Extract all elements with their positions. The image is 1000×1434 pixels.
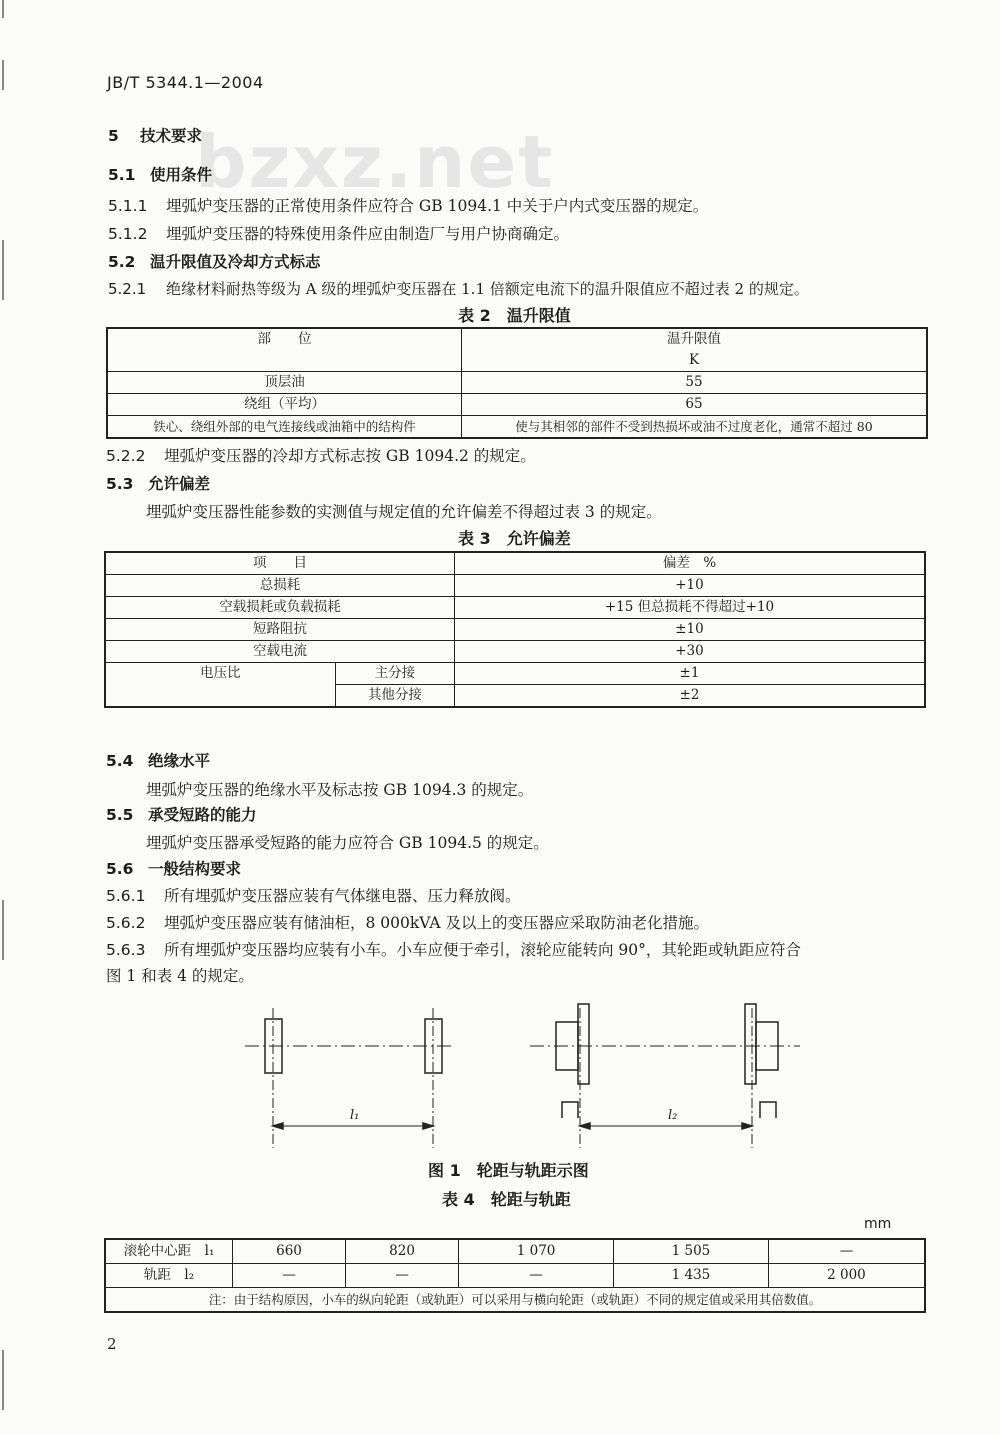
table2-header-limit: 温升限值 K — [462, 328, 928, 372]
table4-cell: — — [233, 1264, 346, 1288]
table4-cell: 2 000 — [768, 1264, 925, 1288]
table4-cell: — — [346, 1264, 459, 1288]
standard-number: JB/T 5344.1—2004 — [107, 73, 264, 92]
table4-cell: 660 — [233, 1239, 346, 1264]
table3-cell-dev: +30 — [455, 641, 926, 663]
section-5-6: 5.6 一般结构要求 — [106, 860, 242, 878]
table3-cell-other-tap: 其他分接 — [335, 685, 454, 708]
section-5-6-3: 5.6.3 所有埋弧炉变压器均应装有小车。小车应便于牵引，滚轮应能转向 90°，其轮距或轨距应符合 — [106, 941, 801, 959]
page-number: 2 — [107, 1335, 117, 1353]
table4-caption: 表 4 轮距与轨距 — [442, 1190, 571, 1209]
section-5-2-2: 5.2.2 埋弧炉变压器的冷却方式标志按 GB 1094.2 的规定。 — [106, 447, 536, 465]
section-5-5-text: 埋弧炉变压器承受短路的能力应符合 GB 1094.5 的规定。 — [146, 834, 549, 852]
table2-caption: 表 2 温升限值 — [458, 306, 571, 325]
table2-header-part: 部 位 — [107, 328, 462, 372]
table2-cell-limit: 65 — [462, 394, 928, 416]
table4-row-label: 滚轮中心距 l₁ — [105, 1239, 233, 1264]
watermark: bzxz.net — [195, 120, 555, 204]
table3-cell-item: 总损耗 — [105, 575, 455, 597]
table3-cell-dev: +10 — [455, 575, 926, 597]
table3-cell-dev: +15 但总损耗不得超过+10 — [455, 597, 926, 619]
table3-cell-dev: ±10 — [455, 619, 926, 641]
flanged-wheel-icon — [745, 1004, 756, 1084]
section-5-1: 5.1 使用条件 — [108, 166, 213, 184]
table4-cell: 1 070 — [459, 1239, 614, 1264]
section-5-2-1: 5.2.1 绝缘材料耐热等级为 A 级的埋弧炉变压器在 1.1 倍额定电流下的温升限值应不超过表 2 的规定。 — [108, 280, 809, 298]
table-row — [105, 1288, 925, 1313]
table3-header-dev: 偏差 % — [455, 552, 926, 575]
table4-cell: — — [768, 1239, 925, 1264]
section-5: 5 技术要求 — [108, 127, 203, 145]
table2-cell-part: 铁心、绕组外部的电气连接线或油箱中的结构件 — [107, 416, 462, 439]
table4-note: 注：由于结构原因，小车的纵向轮距（或轨距）可以采用与横向轮距（或轨距）不同的规定值或采用其倍数值。 — [105, 1288, 925, 1313]
rail-icon — [562, 1102, 578, 1118]
table3-cell-dev: ±1 — [455, 663, 926, 685]
table4-cell: 1 505 — [614, 1239, 769, 1264]
section-5-2: 5.2 温升限值及冷却方式标志 — [108, 253, 321, 271]
table4-cell: 820 — [346, 1239, 459, 1264]
table3-cell-item: 短路阻抗 — [105, 619, 455, 641]
table3-cell-item: 空载损耗或负载损耗 — [105, 597, 455, 619]
section-5-4: 5.4 绝缘水平 — [106, 752, 211, 770]
table-row — [105, 1264, 925, 1288]
section-5-6-3-cont: 图 1 和表 4 的规定。 — [106, 967, 254, 985]
table4-row-label: 轨距 l₂ — [105, 1264, 233, 1288]
table4-cell: 1 435 — [614, 1264, 769, 1288]
table3-cell-main-tap: 主分接 — [335, 663, 454, 685]
table-row — [105, 1239, 925, 1264]
table4-wheelbase-track — [104, 1238, 926, 1313]
table3-cell-dev: ±2 — [455, 685, 926, 708]
table4-cell: — — [459, 1264, 614, 1288]
table3-header-item: 项 目 — [105, 552, 455, 575]
table2-cell-part: 绕组（平均） — [107, 394, 462, 416]
table2-cell-part: 顶层油 — [107, 372, 462, 394]
section-5-6-2: 5.6.2 埋弧炉变压器应装有储油柜，8 000kVA 及以上的变压器应采取防油老化措施。 — [106, 914, 710, 932]
section-5-3-text: 埋弧炉变压器性能参数的实测值与规定值的允许偏差不得超过表 3 的规定。 — [146, 503, 662, 521]
section-5-5: 5.5 承受短路的能力 — [106, 806, 257, 824]
table3-cell-ratio: 电压比 — [105, 663, 335, 708]
section-5-6-1: 5.6.1 所有埋弧炉变压器应装有气体继电器、压力释放阀。 — [106, 887, 521, 905]
label-l1: l₁ — [350, 1108, 360, 1123]
table4-unit: mm — [864, 1216, 892, 1232]
figure1-caption: 图 1 轮距与轨距示图 — [428, 1161, 589, 1180]
table2-cell-limit: 使与其相邻的部件不受到热损坏或油不过度老化，通常不超过 80 — [462, 416, 928, 439]
section-5-1-2: 5.1.2 埋弧炉变压器的特殊使用条件应由制造厂与用户协商确定。 — [108, 225, 570, 243]
table2-cell-limit: 55 — [462, 372, 928, 394]
rail-icon — [760, 1102, 776, 1118]
table3-caption: 表 3 允许偏差 — [458, 529, 571, 548]
table3-cell-item: 空载电流 — [105, 641, 455, 663]
section-5-1-1: 5.1.1 埋弧炉变压器的正常使用条件应符合 GB 1094.1 中关于户内式变压器的规定。 — [108, 197, 709, 215]
label-l2: l₂ — [668, 1108, 678, 1123]
section-5-3: 5.3 允许偏差 — [106, 475, 211, 493]
section-5-4-text: 埋弧炉变压器的绝缘水平及标志按 GB 1094.3 的规定。 — [146, 781, 534, 799]
